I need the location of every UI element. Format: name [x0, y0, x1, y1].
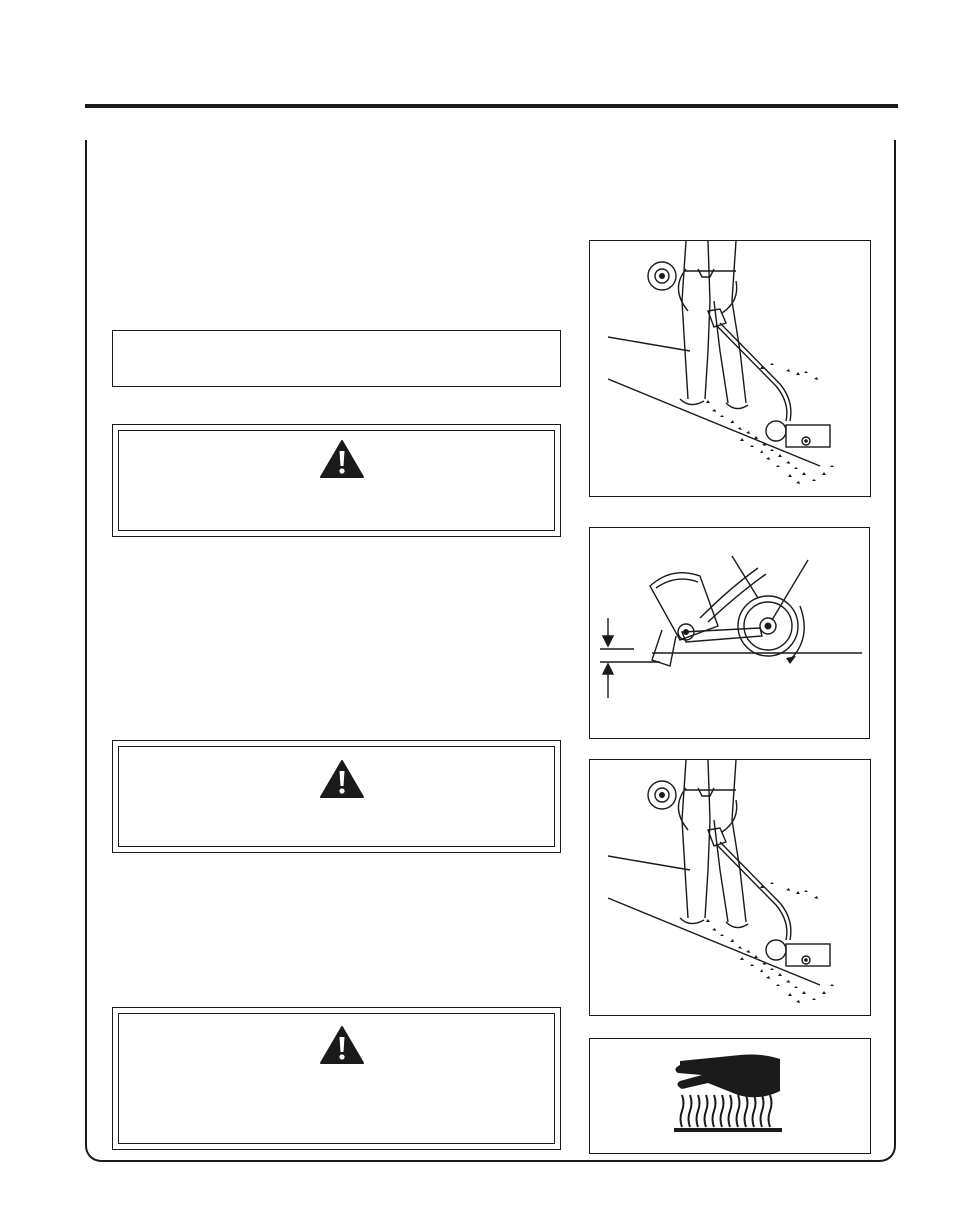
figure-edging-operator-repeat	[589, 759, 871, 1016]
warning-triangle-icon	[319, 759, 365, 799]
warning-box-2	[112, 740, 561, 853]
warning-triangle-icon	[319, 1025, 365, 1065]
hot-surface-hand-icon	[590, 1039, 869, 1152]
figure-edging-operator	[589, 240, 871, 497]
warning-box-1	[112, 424, 561, 537]
blade-depth-illustration	[590, 528, 868, 737]
figure-blade-depth-guide-wheel	[589, 527, 870, 739]
note-box	[112, 330, 561, 387]
header-rule	[85, 104, 898, 108]
figure-hot-surface	[589, 1038, 871, 1154]
edging-operator-illustration	[590, 241, 869, 495]
warning-box-3	[112, 1007, 561, 1150]
edging-operator-illustration	[590, 760, 869, 1014]
warning-triangle-icon	[319, 439, 365, 479]
